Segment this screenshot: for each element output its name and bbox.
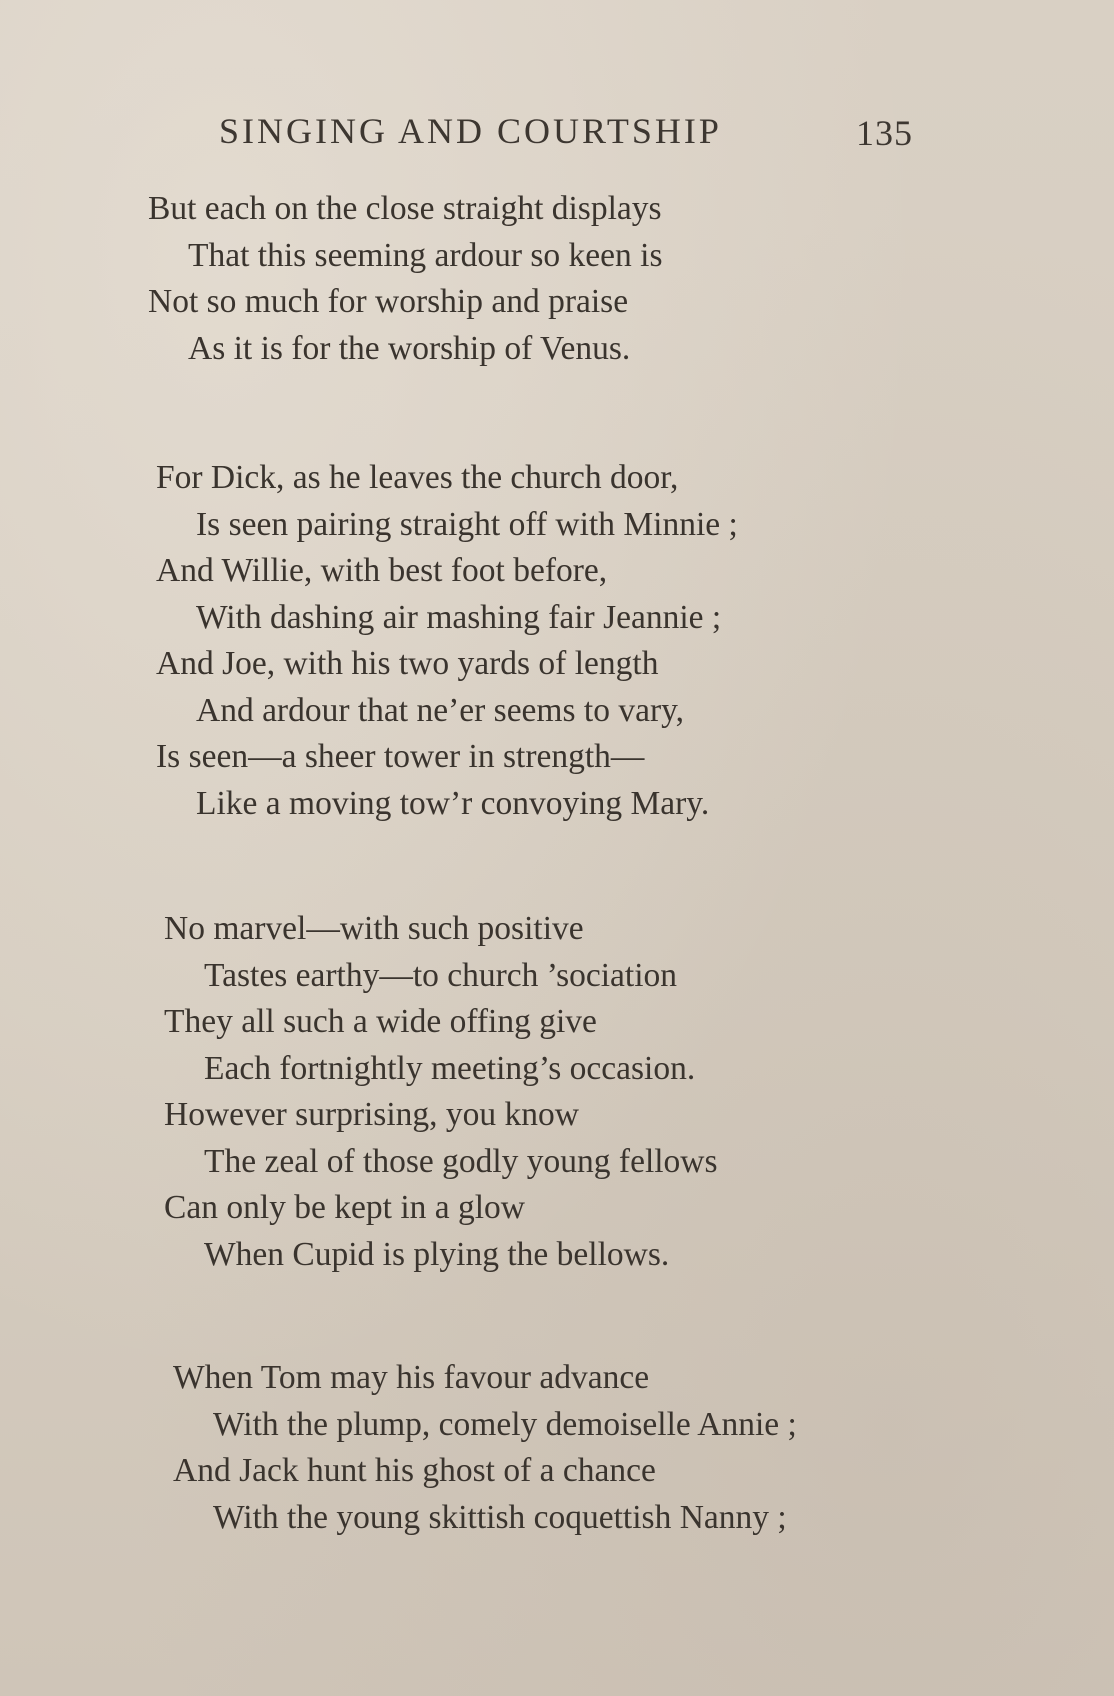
- verse-line: When Cupid is plying the bellows.: [204, 1235, 670, 1273]
- verse-line: Not so much for worship and praise: [148, 283, 629, 320]
- running-head-title: SINGING AND COURTSHIP: [219, 111, 722, 151]
- verse-line: But each on the close straight displays: [148, 190, 662, 227]
- verse-line: As it is for the worship of Venus.: [188, 329, 631, 367]
- verse-line: Tastes earthy—to church ’sociation: [204, 956, 678, 994]
- verse-line: Each fortnightly meeting’s occasion.: [204, 1049, 696, 1087]
- verse-line: Can only be kept in a glow: [164, 1189, 525, 1226]
- verse-line: And Joe, with his two yards of length: [156, 645, 659, 682]
- verse-line: With dashing air mashing fair Jeannie ;: [196, 598, 722, 636]
- verse-line: The zeal of those godly young fellows: [204, 1142, 718, 1180]
- verse-line: And Jack hunt his ghost of a chance: [173, 1452, 656, 1489]
- verse-line: Is seen—a sheer tower in strength—: [156, 738, 645, 775]
- verse-line: That this seeming ardour so keen is: [188, 236, 663, 274]
- verse-line: Like a moving tow’r convoying Mary.: [196, 784, 710, 822]
- verse-line: For Dick, as he leaves the church door,: [156, 459, 679, 496]
- page-number: 135: [856, 113, 913, 153]
- verse-line: When Tom may his favour advance: [173, 1359, 650, 1396]
- verse-line: With the plump, comely demoiselle Annie ;: [213, 1405, 797, 1443]
- verse-line: No marvel—with such positive: [164, 910, 584, 947]
- stanza-1: [148, 186, 662, 372]
- verse-line: However surprising, you know: [164, 1096, 579, 1133]
- verse-line: And Willie, with best foot before,: [156, 552, 608, 589]
- verse-line: Is seen pairing straight off with Minnie ;: [196, 505, 738, 543]
- verse-line: And ardour that ne’er seems to vary,: [196, 691, 685, 729]
- stanza-4: [173, 1355, 797, 1541]
- stanza-3: [164, 906, 718, 1278]
- verse-line: With the young skittish coquettish Nanny ;: [213, 1498, 787, 1536]
- stanza-2: [156, 455, 738, 827]
- verse-line: They all such a wide offing give: [164, 1003, 597, 1040]
